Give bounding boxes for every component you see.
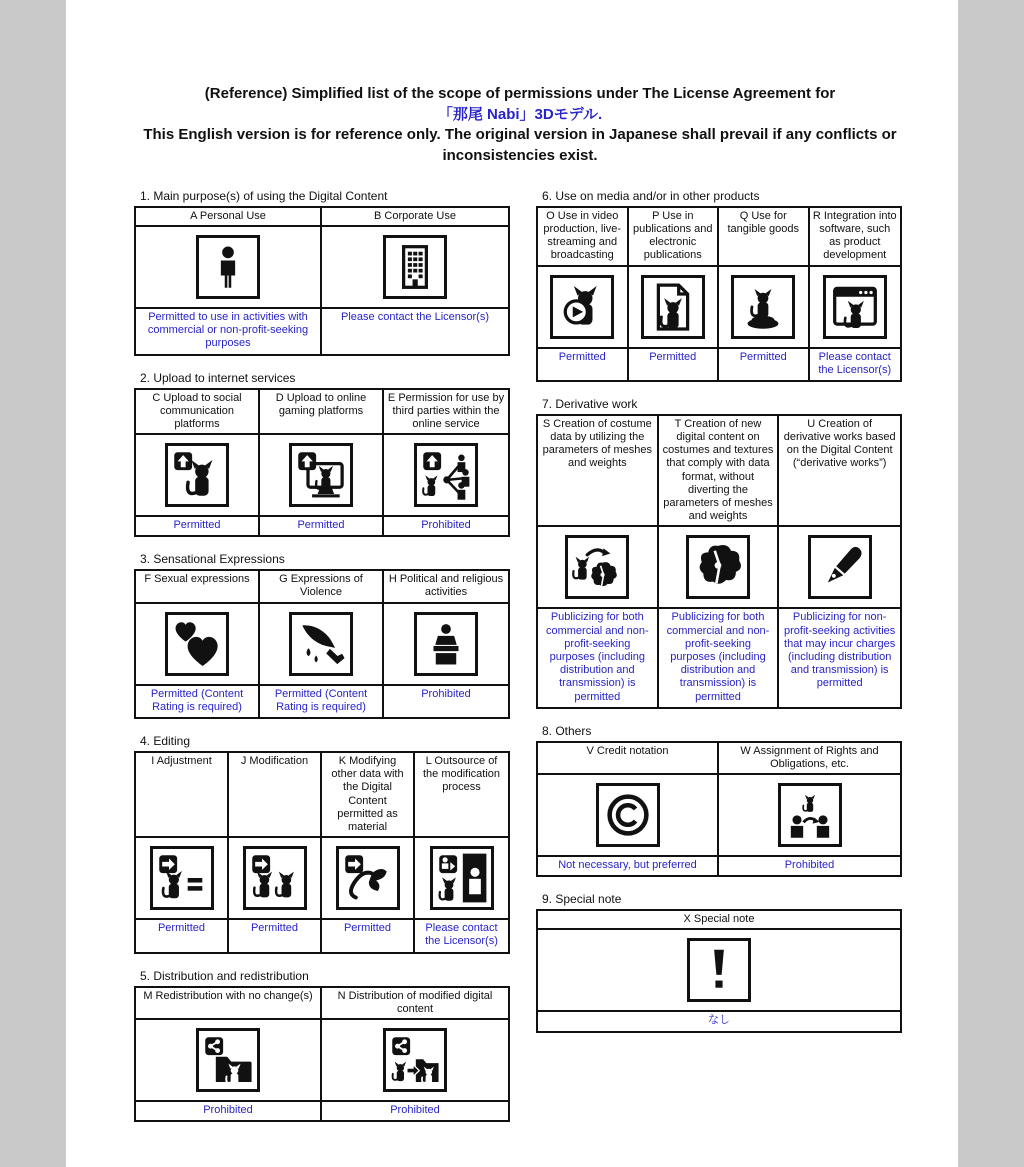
status-text: Permitted bbox=[136, 517, 260, 535]
figurine-cat-icon bbox=[737, 281, 789, 333]
section-title: 9. Special note bbox=[542, 892, 622, 907]
pictogram-frame bbox=[687, 938, 751, 1002]
pictogram-frame bbox=[150, 846, 214, 910]
status-text: Permitted (Content Rating is required) bbox=[260, 686, 384, 717]
share-folder-cat-icon bbox=[202, 1034, 254, 1086]
costume-icon bbox=[692, 541, 744, 593]
share-modified-folder-icon bbox=[389, 1034, 441, 1086]
section-title: 5. Distribution and redistribution bbox=[140, 968, 309, 983]
section-derivative-work bbox=[536, 397, 902, 709]
pictogram-frame bbox=[414, 443, 478, 507]
permission-table bbox=[536, 414, 902, 709]
section-title: 6. Use on media and/or in other products bbox=[542, 188, 760, 203]
status-text: Prohibited bbox=[390, 1103, 440, 1116]
status-text: Publicizing for both commercial and non-profit-seeking purposes (including distribution and transmission) is permitted bbox=[659, 609, 780, 706]
building-icon bbox=[389, 241, 441, 293]
icon-cell bbox=[136, 838, 229, 920]
permission-table bbox=[134, 751, 510, 954]
cell-header: S Creation of costume data by utilizing the parameters of meshes and weights bbox=[538, 416, 659, 528]
assignment-icon bbox=[784, 789, 836, 841]
status-text: Permitted (Content Rating is required) bbox=[136, 686, 260, 717]
cell-header: W Assignment of Rights and Obligations, etc. bbox=[719, 743, 900, 775]
icon-cell bbox=[538, 527, 659, 609]
status-text: Prohibited bbox=[421, 519, 471, 532]
icon-cell bbox=[136, 227, 322, 309]
software-cat-icon bbox=[829, 281, 881, 333]
title-line-3: This English version is for reference only. The original version in Japanese shall prevail if any conflicts or inconsistencies exist. bbox=[143, 126, 897, 165]
upload-cat-icon bbox=[171, 449, 223, 501]
status-text: なし bbox=[708, 1014, 730, 1027]
document-page bbox=[66, 0, 958, 1167]
icon-cell bbox=[538, 775, 719, 857]
status-text: Permitted bbox=[719, 349, 810, 380]
publication-cat-icon bbox=[647, 281, 699, 333]
right-column bbox=[536, 189, 902, 1048]
knife-icon bbox=[295, 618, 347, 670]
pen-icon bbox=[814, 541, 866, 593]
cell-header: L Outsource of the modification process bbox=[415, 753, 508, 838]
icon-cell bbox=[136, 435, 260, 517]
status-text: Not necessary, but preferred bbox=[538, 857, 719, 875]
cell-header: D Upload to online gaming platforms bbox=[260, 390, 384, 436]
pictogram-frame bbox=[289, 612, 353, 676]
cell-header: U Creation of derivative works based on the Digital Content (“derivative works”) bbox=[779, 416, 900, 528]
section-editing bbox=[134, 734, 510, 954]
section-others bbox=[536, 724, 902, 878]
pictogram-frame bbox=[778, 783, 842, 847]
section-title: 7. Derivative work bbox=[542, 396, 638, 411]
pictogram-frame bbox=[414, 612, 478, 676]
icon-cell bbox=[719, 267, 810, 349]
permission-table bbox=[134, 388, 510, 538]
copyright-icon bbox=[602, 789, 654, 841]
status-text: Prohibited bbox=[421, 687, 471, 700]
costume-transfer-icon bbox=[571, 541, 623, 593]
cell-header: O Use in video production, live-streaming and broadcasting bbox=[538, 208, 629, 267]
icon-cell bbox=[136, 1020, 322, 1102]
upload-monitor-cat-icon bbox=[295, 449, 347, 501]
cell-header: A Personal Use bbox=[136, 208, 322, 227]
material-cat-icon bbox=[342, 852, 394, 904]
status-text: Permitted bbox=[229, 920, 322, 951]
video-cat-icon bbox=[556, 281, 608, 333]
permission-table bbox=[536, 909, 902, 1032]
status-text: Permitted bbox=[136, 920, 229, 951]
icon-cell bbox=[136, 604, 260, 686]
status-text: Please contact the Licensor(s) bbox=[818, 350, 892, 376]
pictogram-frame bbox=[196, 1028, 260, 1092]
cell-header: R Integration into software, such as product development bbox=[810, 208, 901, 267]
icon-cell bbox=[229, 838, 322, 920]
icon-cell bbox=[322, 1020, 508, 1102]
podium-icon bbox=[420, 618, 472, 670]
cell-header: H Political and religious activities bbox=[384, 571, 508, 603]
pictogram-frame bbox=[550, 275, 614, 339]
status-text: Prohibited bbox=[784, 859, 835, 872]
section-special-note bbox=[536, 892, 902, 1032]
pictogram-frame bbox=[430, 846, 494, 910]
status-text: Publicizing for both commercial and non-profit-seeking purposes (including distribution and transmission) is permitted bbox=[538, 609, 659, 706]
cell-header: E Permission for use by third parties within the online service bbox=[384, 390, 508, 436]
icon-cell bbox=[384, 604, 508, 686]
title-line-2: 「那尾 Nabi」3Dモデル. bbox=[437, 105, 603, 123]
icon-cell bbox=[538, 267, 629, 349]
status-text: Permitted to use in activities with commercial or non-profit-seeking purposes bbox=[136, 309, 322, 354]
person-icon bbox=[202, 241, 254, 293]
outsource-icon bbox=[436, 852, 488, 904]
status-text: Prohibited bbox=[136, 1102, 322, 1120]
icon-cell bbox=[322, 227, 508, 309]
status-text: Publicizing for non-profit-seeking activities that may incur charges (including distribution and transmission) is permitted bbox=[784, 611, 896, 690]
pictogram-frame bbox=[596, 783, 660, 847]
pictogram-frame bbox=[565, 535, 629, 599]
status-text: Please contact the Licensor(s) bbox=[341, 310, 489, 323]
status-text: Permitted bbox=[322, 920, 415, 951]
icon-cell bbox=[810, 267, 901, 349]
section-distribution bbox=[134, 969, 510, 1123]
upload-share-people-icon bbox=[420, 449, 472, 501]
pictogram-frame bbox=[196, 235, 260, 299]
section-title: 1. Main purpose(s) of using the Digital Content bbox=[140, 188, 388, 203]
permission-table bbox=[134, 569, 510, 719]
pictogram-frame bbox=[289, 443, 353, 507]
adjust-cat-icon bbox=[156, 852, 208, 904]
pictogram-frame bbox=[823, 275, 887, 339]
icon-cell bbox=[659, 527, 780, 609]
icon-cell bbox=[260, 604, 384, 686]
pictogram-frame bbox=[686, 535, 750, 599]
exclamation-icon bbox=[693, 944, 745, 996]
icon-cell bbox=[322, 838, 415, 920]
icon-cell bbox=[779, 527, 900, 609]
section-main-purpose bbox=[134, 189, 510, 356]
pictogram-frame bbox=[808, 535, 872, 599]
icon-cell bbox=[629, 267, 720, 349]
section-title: 8. Others bbox=[542, 723, 592, 738]
status-text: Permitted bbox=[260, 517, 384, 535]
cell-header: I Adjustment bbox=[136, 753, 229, 838]
pictogram-frame bbox=[336, 846, 400, 910]
cell-header: C Upload to social communication platforms bbox=[136, 390, 260, 436]
cell-header: N Distribution of modified digital content bbox=[322, 988, 508, 1020]
cell-header: B Corporate Use bbox=[322, 208, 508, 227]
section-media-products bbox=[536, 189, 902, 382]
left-column bbox=[134, 189, 510, 1137]
permission-table bbox=[134, 206, 510, 356]
status-text: Please contact the Licensor(s) bbox=[425, 922, 498, 948]
icon-cell bbox=[538, 930, 900, 1012]
pictogram-frame bbox=[383, 235, 447, 299]
pictogram-frame bbox=[165, 443, 229, 507]
cell-header: G Expressions of Violence bbox=[260, 571, 384, 603]
section-title: 4. Editing bbox=[140, 734, 191, 748]
cell-header: T Creation of new digital content on costumes and textures that comply with data format, without diverting the parameters of meshes and weights bbox=[659, 416, 780, 528]
hearts-icon bbox=[171, 618, 223, 670]
cell-header: X Special note bbox=[538, 911, 900, 930]
icon-cell bbox=[260, 435, 384, 517]
section-sensational bbox=[134, 552, 510, 719]
status-text: Permitted bbox=[538, 349, 629, 380]
permission-table bbox=[536, 741, 902, 878]
modify-cats-icon bbox=[249, 852, 301, 904]
pictogram-frame bbox=[731, 275, 795, 339]
pictogram-frame bbox=[165, 612, 229, 676]
section-upload bbox=[134, 371, 510, 538]
icon-cell bbox=[384, 435, 508, 517]
status-text: Permitted bbox=[629, 349, 720, 380]
pictogram-frame bbox=[641, 275, 705, 339]
cell-header: K Modifying other data with the Digital Content permitted as material bbox=[322, 753, 415, 838]
permission-table bbox=[536, 206, 902, 382]
document-title bbox=[138, 84, 902, 167]
cell-header: V Credit notation bbox=[538, 743, 719, 775]
section-title: 3. Sensational Expressions bbox=[140, 552, 285, 567]
title-line-1: (Reference) Simplified list of the scope of permissions under The License Agreement for bbox=[204, 85, 836, 102]
icon-cell bbox=[719, 775, 900, 857]
pictogram-frame bbox=[243, 846, 307, 910]
permission-table bbox=[134, 986, 510, 1123]
cell-header: F Sexual expressions bbox=[136, 571, 260, 603]
cell-header: J Modification bbox=[229, 753, 322, 838]
cell-header: Q Use for tangible goods bbox=[719, 208, 810, 267]
icon-cell bbox=[415, 838, 508, 920]
pictogram-frame bbox=[383, 1028, 447, 1092]
two-column-layout bbox=[134, 189, 906, 1137]
cell-header: M Redistribution with no change(s) bbox=[136, 988, 322, 1020]
cell-header: P Use in publications and electronic publications bbox=[629, 208, 720, 267]
section-title: 2. Upload to internet services bbox=[140, 370, 296, 385]
